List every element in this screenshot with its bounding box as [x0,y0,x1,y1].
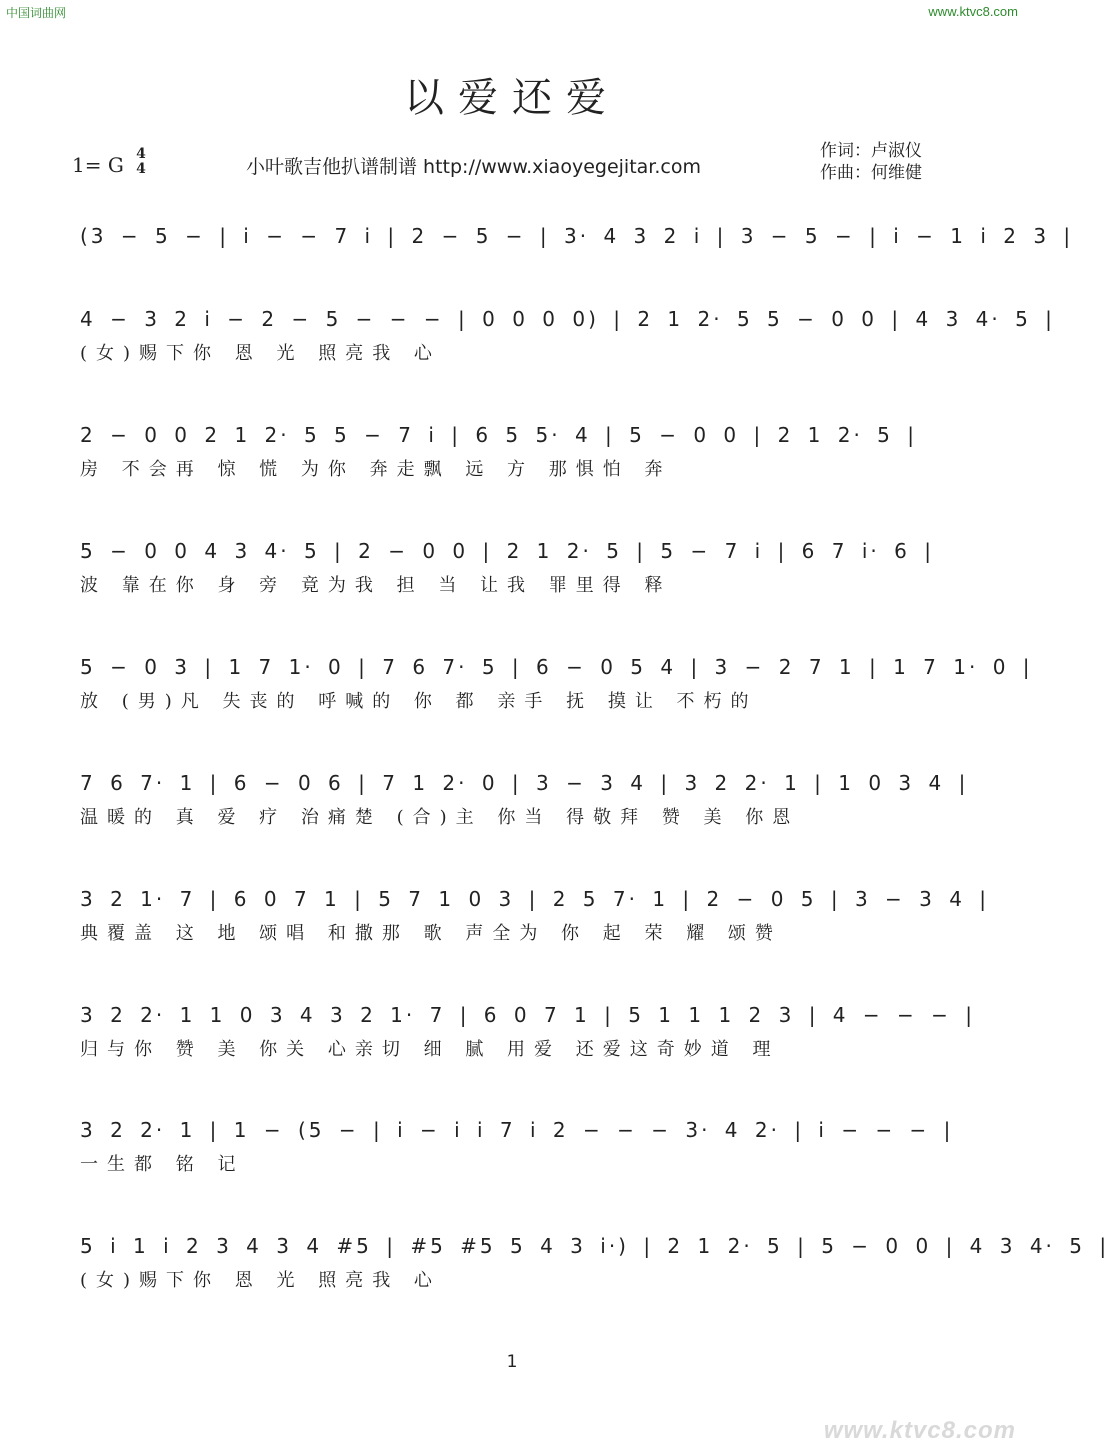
time-signature [132,147,150,177]
notation-row: (3 − 5 − | i − − 7 i | 2 − 5 − | 3· 4 3 2 i | 3 − 5 − | i − 1 i 2 3 | [80,224,1074,248]
notation-row: 3 2 1· 7 | 6 0 7 1 | 5 7 1 0 3 | 2 5 7· 1 | 2 − 0 5 | 3 − 3 4 | [80,887,990,911]
staff-line-4 [80,536,950,599]
time-signature-top: 4 [136,146,146,162]
staff-line-6 [80,768,969,831]
notation-row: 4 − 3 2 i − 2 − 5 − − − | 0 0 0 0) | 2 1 2· 5 5 − 0 0 | 4 3 4· 5 | [80,307,1055,331]
lyrics-row: (女)赐下你 恩 光 照亮我 心 [80,343,441,364]
staff-line-9 [80,1115,954,1178]
lyrics-row: 放 (男)凡 失丧的 呼喊的 你 都 亲手 抚 摸让 不朽的 [80,691,758,712]
composer-credit: 作曲：何维健 [820,163,922,183]
watermark-logo: www.ktvc8.com [823,1417,1016,1444]
lyricist-credit: 作词：卢淑仪 [820,141,922,161]
staff-line-8 [80,1000,975,1063]
site-logo-left: 中国词曲网 [6,6,67,20]
lyrics-row: 波 靠在你 身 旁 竟为我 担 当 让我 罪里得 释 [80,575,672,596]
lyrics-row [80,258,950,284]
key-signature: 1= G [72,153,124,177]
lyrics-row: (女)赐下你 恩 光 照亮我 心 [80,1270,441,1291]
notation-row: 5 i 1 i 2 3 4 3 4 #5 | #5 #5 5 4 3 i·) | 2 1 2· 5 | 5 − 0 0 | 4 3 4· 5 | [80,1234,1109,1258]
notation-row: 5 − 0 3 | 1 7 1· 0 | 7 6 7· 5 | 6 − 0 5 4 | 3 − 2 7 1 | 1 7 1· 0 | [80,655,1033,679]
lyrics-row: 一生都 铭 记 [80,1154,245,1175]
notation-row: 2 − 0 0 2 1 2· 5 5 − 7 i | 6 5 5· 4 | 5 − 0 0 | 2 1 2· 5 | [80,423,917,447]
lyrics-row: 归与你 赞 美 你关 心亲切 细 腻 用爱 还爱这奇妙道 理 [80,1039,780,1060]
staff-line-1 [80,221,1074,284]
staff-line-7 [80,884,990,947]
lyrics-row: 温暖的 真 爱 疗 治痛楚 (合)主 你当 得敬拜 赞 美 你恩 [80,807,800,828]
staff-line-2 [80,304,1055,367]
lyrics-row: 房 不会再 惊 慌 为你 奔走飘 远 方 那惧怕 奔 [80,459,672,480]
time-signature-bottom: 4 [136,161,146,177]
staff-line-5 [80,652,1033,715]
notation-row: 3 2 2· 1 1 0 3 4 3 2 1· 7 | 6 0 7 1 | 5 1 1 1 2 3 | 4 − − − | [80,1003,975,1027]
notation-row: 7 6 7· 1 | 6 − 0 6 | 7 1 2· 0 | 3 − 3 4 | 3 2 2· 1 | 1 0 3 4 | [80,771,969,795]
notation-row: 5 − 0 0 4 3 4· 5 | 2 − 0 0 | 2 1 2· 5 | 5 − 7 i | 6 7 i· 6 | [80,539,934,563]
notation-row: 3 2 2· 1 | 1 − (5 − | i − i i 7 i 2 − − − 3· 4 2· | i − − − | [80,1118,954,1142]
staff-line-3 [80,420,950,483]
transcriber-credit: 小叶歌吉他扒谱制谱 http://www.xiaoyegejitar.com [246,156,701,178]
page-number: 1 [506,1352,518,1372]
staff-line-10 [80,1231,1109,1294]
lyrics-row: 典覆盖 这 地 颂唱 和撒那 歌 声全为 你 起 荣 耀 颂赞 [80,923,782,944]
site-url-right: www.ktvc8.com [928,4,1018,19]
song-title: 以爱还爱 [404,75,620,121]
credits-block [820,140,922,184]
